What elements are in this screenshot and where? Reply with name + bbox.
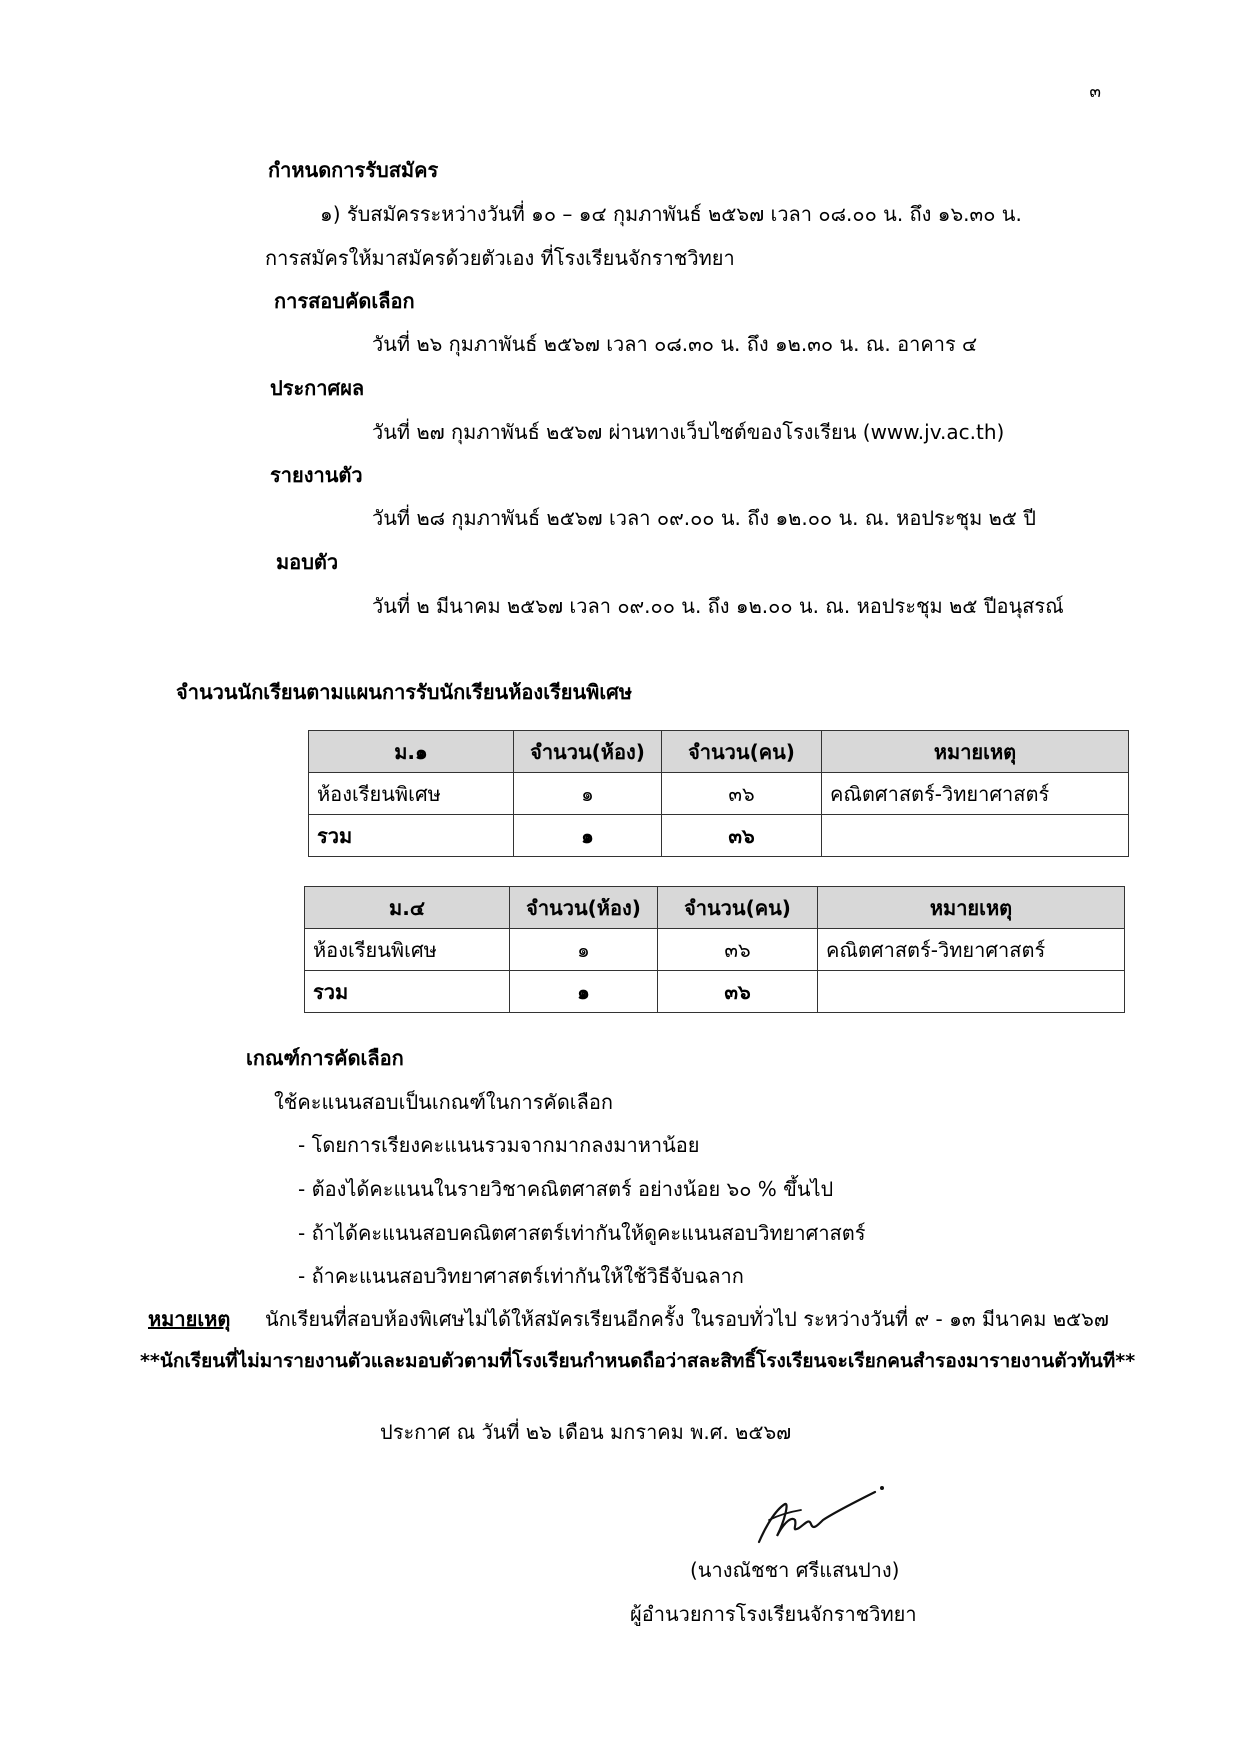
table-cell: ๓๖ (662, 773, 822, 815)
exam-heading: การสอบคัดเลือก (274, 289, 415, 313)
table-header: ม.๔ (305, 887, 510, 929)
table-cell: ๑ (514, 815, 662, 857)
registration-heading: กำหนดการรับสมัคร (268, 158, 439, 182)
table-cell: ๓๖ (662, 815, 822, 857)
report-heading: รายงานตัว (270, 463, 363, 487)
table-cell: ๑ (514, 773, 662, 815)
table-cell: ห้องเรียนพิเศษ (309, 773, 514, 815)
page-number: ๓ (1089, 82, 1101, 102)
table-cell: คณิตศาสตร์-วิทยาศาสตร์ (818, 929, 1125, 971)
table-row (309, 773, 1129, 815)
criteria-item: - โดยการเรียงคะแนนรวมจากมากลงมาหาน้อย (298, 1133, 700, 1157)
report-line: วันที่ ๒๘ กุมภาพันธ์ ๒๕๖๗ เวลา ๐๙.๐๐ น. ถึง ๑๒.๐๐ น. ณ. หอประชุม ๒๕ ปี (372, 506, 1036, 530)
note-label: หมายเหตุ (148, 1307, 231, 1331)
table-header: หมายเหตุ (818, 887, 1125, 929)
table-total-row (309, 815, 1129, 857)
table-header: จำนวน(ห้อง) (514, 731, 662, 773)
announcement-heading: ประกาศผล (270, 376, 365, 400)
table-header: จำนวน(ห้อง) (510, 887, 658, 929)
table-cell: ๑ (510, 971, 658, 1013)
table-cell: ห้องเรียนพิเศษ (305, 929, 510, 971)
table-row (305, 929, 1125, 971)
note-text: นักเรียนที่สอบห้องพิเศษไม่ได้ให้สมัครเรียนอีกครั้ง ในรอบทั่วไป ระหว่างวันที่ ๙ - ๑๓ มีนาคม ๒๕๖๗ (265, 1307, 1109, 1331)
criteria-item: - ต้องได้คะแนนในรายวิชาคณิตศาสตร์ อย่างน้อย ๖๐ % ขึ้นไป (298, 1177, 834, 1201)
handwritten-signature (755, 1480, 885, 1555)
table-header: หมายเหตุ (822, 731, 1129, 773)
table-cell: ๑ (510, 929, 658, 971)
criteria-heading: เกณฑ์การคัดเลือก (246, 1046, 404, 1070)
table-header: ม.๑ (309, 731, 514, 773)
plan-table-m1 (308, 730, 1129, 857)
table-header: จำนวน(คน) (662, 731, 822, 773)
criteria-intro: ใช้คะแนนสอบเป็นเกณฑ์ในการคัดเลือก (274, 1090, 614, 1114)
note-warning: **นักเรียนที่ไม่มารายงานตัวและมอบตัวตามที่โรงเรียนกำหนดถือว่าสละสิทธิ์โรงเรียนจะเรียกคนสำรองมารายงานตัวทันที** (140, 1350, 1136, 1372)
table-cell: ๓๖ (658, 971, 818, 1013)
table-cell: ๓๖ (658, 929, 818, 971)
criteria-item: - ถ้าคะแนนสอบวิทยาศาสตร์เท่ากันให้ใช้วิธีจับฉลาก (298, 1264, 744, 1288)
registration-line-2: การสมัครให้มาสมัครด้วยตัวเอง ที่โรงเรียนจักราชวิทยา (265, 246, 735, 270)
table-header: จำนวน(คน) (658, 887, 818, 929)
signer-title: ผู้อำนวยการโรงเรียนจักราชวิทยา (630, 1602, 917, 1626)
table-header-row (305, 887, 1125, 929)
table-total-row (305, 971, 1125, 1013)
plan-table-m4 (304, 886, 1125, 1013)
handover-line: วันที่ ๒ มีนาคม ๒๕๖๗ เวลา ๐๙.๐๐ น. ถึง ๑๒.๐๐ น. ณ. หอประชุม ๒๕ ปีอนุสรณ์ (372, 594, 1064, 618)
table-cell: รวม (305, 971, 510, 1013)
announce-date: ประกาศ ณ วันที่ ๒๖ เดือน มกราคม พ.ศ. ๒๕๖๗ (380, 1420, 792, 1444)
registration-line-1: ๑) รับสมัครระหว่างวันที่ ๑๐ – ๑๔ กุมภาพันธ์ ๒๕๖๗ เวลา ๐๘.๐๐ น. ถึง ๑๖.๓๐ น. (320, 202, 1022, 226)
exam-line: วันที่ ๒๖ กุมภาพันธ์ ๒๕๖๗ เวลา ๐๘.๓๐ น. ถึง ๑๒.๓๐ น. ณ. อาคาร ๔ (372, 332, 978, 356)
table-cell (822, 815, 1129, 857)
table-header-row (309, 731, 1129, 773)
table-cell: รวม (309, 815, 514, 857)
table-cell (818, 971, 1125, 1013)
signer-name: (นางณัชชา ศรีแสนปาง) (690, 1558, 900, 1582)
announcement-line: วันที่ ๒๗ กุมภาพันธ์ ๒๕๖๗ ผ่านทางเว็บไซต์ของโรงเรียน (www.jv.ac.th) (372, 420, 1005, 444)
criteria-item: - ถ้าได้คะแนนสอบคณิตศาสตร์เท่ากันให้ดูคะแนนสอบวิทยาศาสตร์ (298, 1221, 866, 1245)
table-cell: คณิตศาสตร์-วิทยาศาสตร์ (822, 773, 1129, 815)
plan-heading: จำนวนนักเรียนตามแผนการรับนักเรียนห้องเรียนพิเศษ (176, 680, 633, 704)
handover-heading: มอบตัว (276, 550, 339, 574)
